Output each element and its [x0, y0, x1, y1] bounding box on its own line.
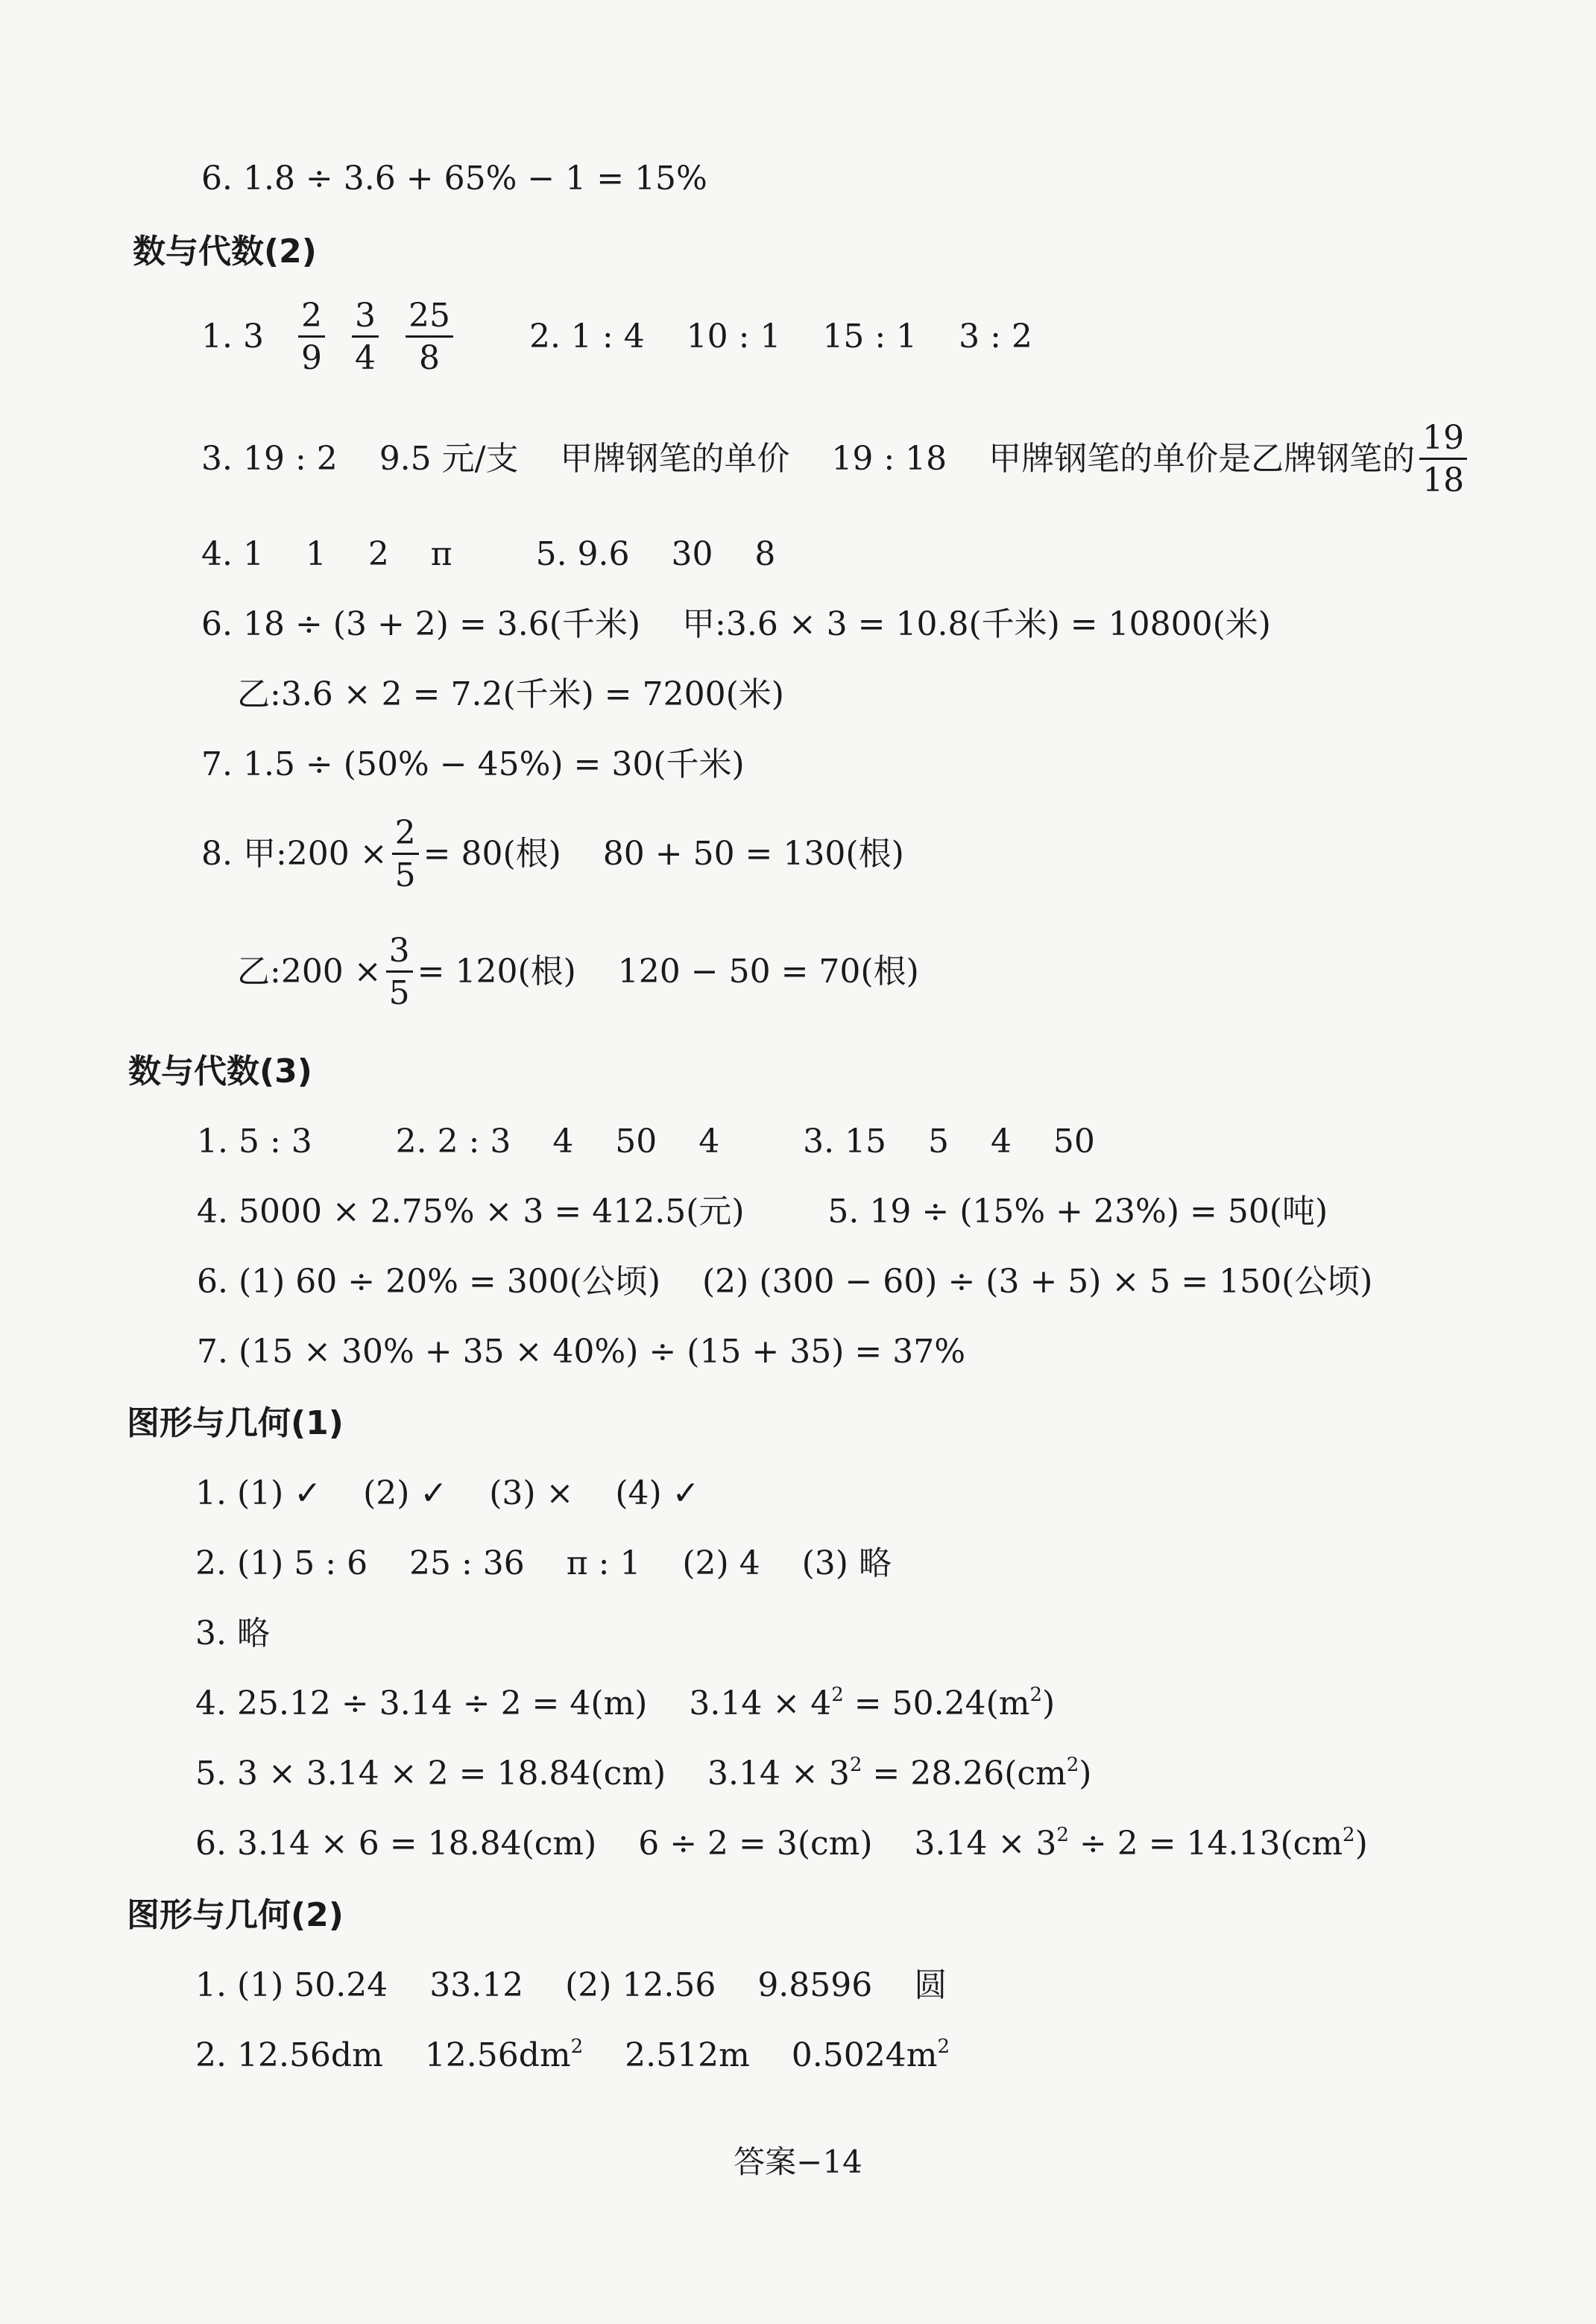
answer-line: 3. 19 : 2 9.5 元/支 甲牌钢笔的单价 19 : 18 甲牌钢笔的单价是乙牌钢笔的 $\frac{19}{18}$ — [201, 420, 1472, 498]
answer-line: 1. (1) 50.24 33.12 (2) 12.56 9.8596 圆 — [195, 1966, 947, 2004]
page-number: 答案−14 — [734, 2144, 862, 2180]
answer-line: 7. 1.5 ÷ (50% − 45%) = 30(千米) — [201, 745, 745, 783]
answer-line: 1. (1) ✓ (2) ✓ (3) × (4) ✓ — [195, 1474, 700, 1512]
answer-line: 乙:200 × $\frac{3}{5}$ = 120(根) 120 − 50 = 70(根) — [237, 932, 919, 1012]
fraction: $\frac{3}{4}$ — [352, 298, 379, 376]
answer-line: 1. 5 : 3 2. 2 : 3 4 50 4 3. 15 5 4 50 — [197, 1122, 1095, 1161]
answer-line: 6. 3.14 × 6 = 18.84(cm) 6 ÷ 2 = 3(cm) $3.14 \times 3^2 \div 2 = 14.13(cm^2)$ — [195, 1824, 1368, 1863]
answer-line: 2. 12.56dm $12.56dm^2$ 2.512m $0.5024m^2$ — [195, 2036, 950, 2074]
answer-line: 8. 甲:200 × $\frac{2}{5}$ = 80(根) 80 + 50 = 130(根) — [201, 814, 904, 894]
answer-line: 3. 略 — [195, 1614, 270, 1652]
section-title: 图形与几何(1) — [127, 1404, 344, 1442]
section-title: 图形与几何(2) — [127, 1896, 344, 1934]
answer-line: 乙:3.6 × 2 = 7.2(千米) = 7200(米) — [237, 675, 784, 713]
answer-line: 4. 1 1 2 π 5. 9.6 30 8 — [201, 535, 776, 573]
answer-line: 7. (15 × 30% + 35 × 40%) ÷ (15 + 35) = 37% — [197, 1333, 966, 1371]
fraction: $\frac{2}{9}$ — [298, 298, 325, 376]
answer-line: 5. 3 × 3.14 × 2 = 18.84(cm) $3.14 \times 3^2 = 28.26(cm^2)$ — [195, 1754, 1092, 1793]
answer-line: 6. (1) 60 ÷ 20% = 300(公顷) (2) (300 − 60) ÷ (3 + 5) × 5 = 150(公顷) — [197, 1263, 1373, 1301]
answer-line: 1. 3 $\frac{2}{9}$ $\frac{3}{4}$ $\frac{25}{8}$ 2. 1 : 4 10 : 1 15 : 1 3 : 2 — [201, 297, 1032, 377]
fraction: $\frac{19}{18}$ — [1419, 420, 1467, 498]
fraction: $\frac{2}{5}$ — [392, 815, 419, 893]
answer-line: 4. 5000 × 2.75% × 3 = 412.5(元) 5. 19 ÷ (15% + 23%) = 50(吨) — [197, 1193, 1328, 1231]
fraction: $\frac{25}{8}$ — [406, 298, 453, 376]
answer-line: 2. (1) 5 : 6 25 : 36 π : 1 (2) 4 (3) 略 — [195, 1544, 892, 1582]
answer-line: 6. 18 ÷ (3 + 2) = 3.6(千米) 甲:3.6 × 3 = 10.8(千米) = 10800(米) — [201, 605, 1271, 643]
answer-line: 6. 1.8 ÷ 3.6 + 65% − 1 = 15% — [201, 160, 707, 198]
answer-line: 4. 25.12 ÷ 3.14 ÷ 2 = 4(m) $3.14 \times 4^2 = 50.24(m^2)$ — [195, 1684, 1056, 1723]
fraction: $\frac{3}{5}$ — [386, 933, 413, 1011]
section-title: 数与代数(2) — [133, 233, 317, 271]
section-title: 数与代数(3) — [128, 1052, 312, 1090]
